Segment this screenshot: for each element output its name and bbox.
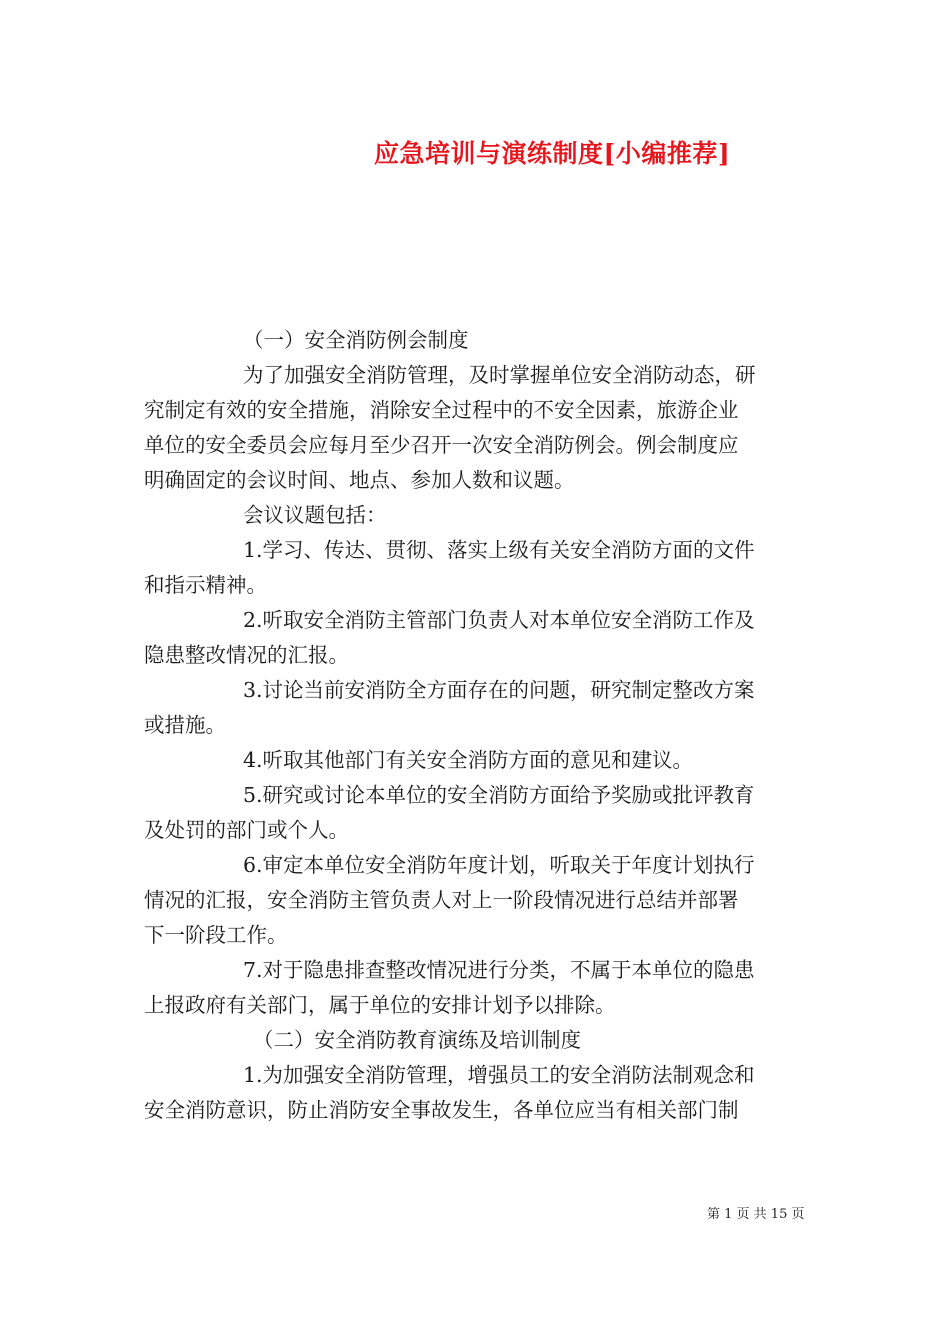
page-number-footer: 第 1 页 共 15 页 — [707, 1207, 805, 1222]
body-line: 3.讨论当前安消防全方面存在的问题，研究制定整改方案 — [243, 678, 755, 702]
body-line: 1.学习、传达、贯彻、落实上级有关安全消防方面的文件 — [243, 538, 755, 562]
body-line: 及处罚的部门或个人。 — [144, 818, 349, 842]
body-line: 情况的汇报，安全消防主管负责人对上一阶段情况进行总结并部署 — [144, 888, 739, 912]
body-line: 隐患整改情况的汇报。 — [144, 643, 349, 667]
body-line: 下一阶段工作。 — [144, 923, 288, 947]
body-line: （二）安全消防教育演练及培训制度 — [253, 1028, 581, 1052]
body-line: （一）安全消防例会制度 — [243, 328, 469, 352]
body-line: 2.听取安全消防主管部门负责人对本单位安全消防工作及 — [243, 608, 755, 632]
body-line: 安全消防意识，防止消防安全事故发生，各单位应当有相关部门制 — [144, 1098, 739, 1122]
body-line: 会议议题包括： — [243, 503, 387, 527]
body-line: 5.研究或讨论本单位的安全消防方面给予奖励或批评教育 — [243, 783, 755, 807]
body-line: 上报政府有关部门，属于单位的安排计划予以排除。 — [144, 993, 616, 1017]
body-line: 究制定有效的安全措施，消除安全过程中的不安全因素，旅游企业 — [144, 398, 739, 422]
body-line: 6.审定本单位安全消防年度计划，听取关于年度计划执行 — [243, 853, 755, 877]
body-line: 和指示精神。 — [144, 573, 267, 597]
body-line: 明确固定的会议时间、地点、参加人数和议题。 — [144, 468, 575, 492]
body-line: 7.对于隐患排查整改情况进行分类，不属于本单位的隐患 — [243, 958, 755, 982]
body-line: 为了加强安全消防管理，及时掌握单位安全消防动态，研 — [243, 363, 756, 387]
document-title: 应急培训与演练制度[小编推荐] — [374, 139, 731, 168]
body-line: 4.听取其他部门有关安全消防方面的意见和建议。 — [243, 748, 694, 772]
document-body — [144, 323, 808, 1128]
body-line: 1.为加强安全消防管理，增强员工的安全消防法制观念和 — [243, 1063, 755, 1087]
body-line: 或措施。 — [144, 713, 226, 737]
body-line: 单位的安全委员会应每月至少召开一次安全消防例会。例会制度应 — [144, 433, 739, 457]
